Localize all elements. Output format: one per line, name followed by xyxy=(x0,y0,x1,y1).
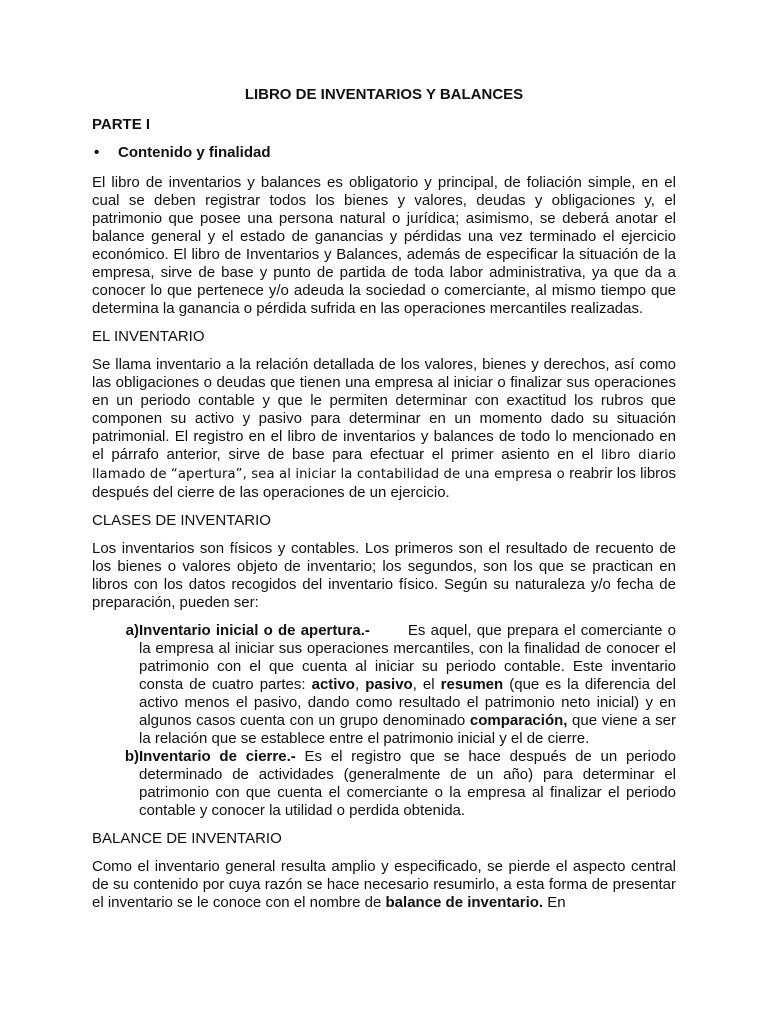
list-marker: b) xyxy=(124,748,139,765)
paragraph-inventario-part-1: Se llama inventario a la relación detallada de los valores, bienes y derechos, así como las obligaciones o deudas que tienen una empresa al iniciar o finalizar sus operaciones en un periodo contable y que le permiten determinar con exactitud los rubros que componen su activo y pasivo para determinar en un momento dado su situación patrimonial. El registro en el libro de inventarios y balances de todo lo mencionado en el párrafo anterior, sirve de base para efectuar el primer asiento en el xyxy=(92,356,676,463)
bullet-text: Contenido y finalidad xyxy=(118,144,271,161)
list-item-term: Inventario de cierre.- xyxy=(139,748,296,765)
list-item-body: Inventario inicial o de apertura.- Es aquel, que prepara el comerciante o la empresa al iniciar sus operaciones mercantiles, con la finalidad de conocer el patrimonio con el que cuenta al iniciar su periodo contable. Este inventario consta de cuatro partes: activo, pasivo, el resumen (que es la diferencia del activo menos el pasivo, dando como resultado el patrimonio neto inicial) y en algunos casos cuenta con un grupo denominado comparación, que viene a ser la relación que se establece entre el patrimonio inicial y el de cierre. xyxy=(139,622,676,747)
document-title: LIBRO DE INVENTARIOS Y BALANCES xyxy=(244,86,524,103)
bullet-item xyxy=(92,144,676,162)
list-item-term: Inventario inicial o de apertura.- xyxy=(139,622,370,639)
paragraph-balance: Como el inventario general resulta amplio y especificado, se pierde el aspecto central de su contenido por cuya razón se hace necesario resumirlo, a esta forma de presentar el inventario se le conoce con el nombre de balance de inventario. En xyxy=(92,858,676,911)
heading-inventario: EL INVENTARIO xyxy=(92,328,205,345)
list-item xyxy=(92,622,676,748)
inventory-types-list xyxy=(92,622,676,820)
list-item-body: Inventario de cierre.- Es el registro que se hace después de un periodo determinado de actividades (generalmente de un año) para determinar el patrimonio con que cuenta el comerciante o la empresa al finalizar el periodo contable y conocer la utilidad o perdida obtenida. xyxy=(139,748,676,819)
paragraph-inventario-part-2: libro diario llamado de “apertura”, sea al iniciar la contabilidad de una empresa o xyxy=(92,448,677,482)
list-item xyxy=(92,748,676,820)
list-marker: a) xyxy=(125,622,139,639)
bullet-icon: • xyxy=(94,144,100,161)
part-heading: PARTE I xyxy=(92,116,151,133)
paragraph-inventario-part-3: reabrir los libros después del cierre de las operaciones de un ejercicio. xyxy=(92,465,676,501)
paragraph-finalidad: El libro de inventarios y balances es obligatorio y principal, de foliación simple, en el cual se deben registrar todos los bienes y valores, deudas y obligaciones y, el patrimonio que posee una persona natural o jurídica; asimismo, se deberá anotar el balance general y el estado de ganancias y pérdidas una vez terminado el ejercicio económico. El libro de Inventarios y Balances, además de especificar la situación de la empresa, sirve de base y punto de partida de toda labor administrativa, ya que da a conocer lo que pertenece y/o adeuda la sociedad o comerciante, al mismo tiempo que determina la ganancia o pérdida sufrida en las operaciones mercantiles realizadas. xyxy=(92,174,676,317)
heading-clases: CLASES DE INVENTARIO xyxy=(92,512,271,529)
paragraph-clases: Los inventarios son físicos y contables. Los primeros son el resultado de recuento de los bienes o valores objeto de inventario; los segundos, son los que se practican en libros con los datos recogidos del inventario físico. Según su naturaleza y/o fecha de preparación, pueden ser: xyxy=(92,540,676,611)
paragraph-inventario xyxy=(92,356,676,502)
heading-balance: BALANCE DE INVENTARIO xyxy=(92,830,282,847)
